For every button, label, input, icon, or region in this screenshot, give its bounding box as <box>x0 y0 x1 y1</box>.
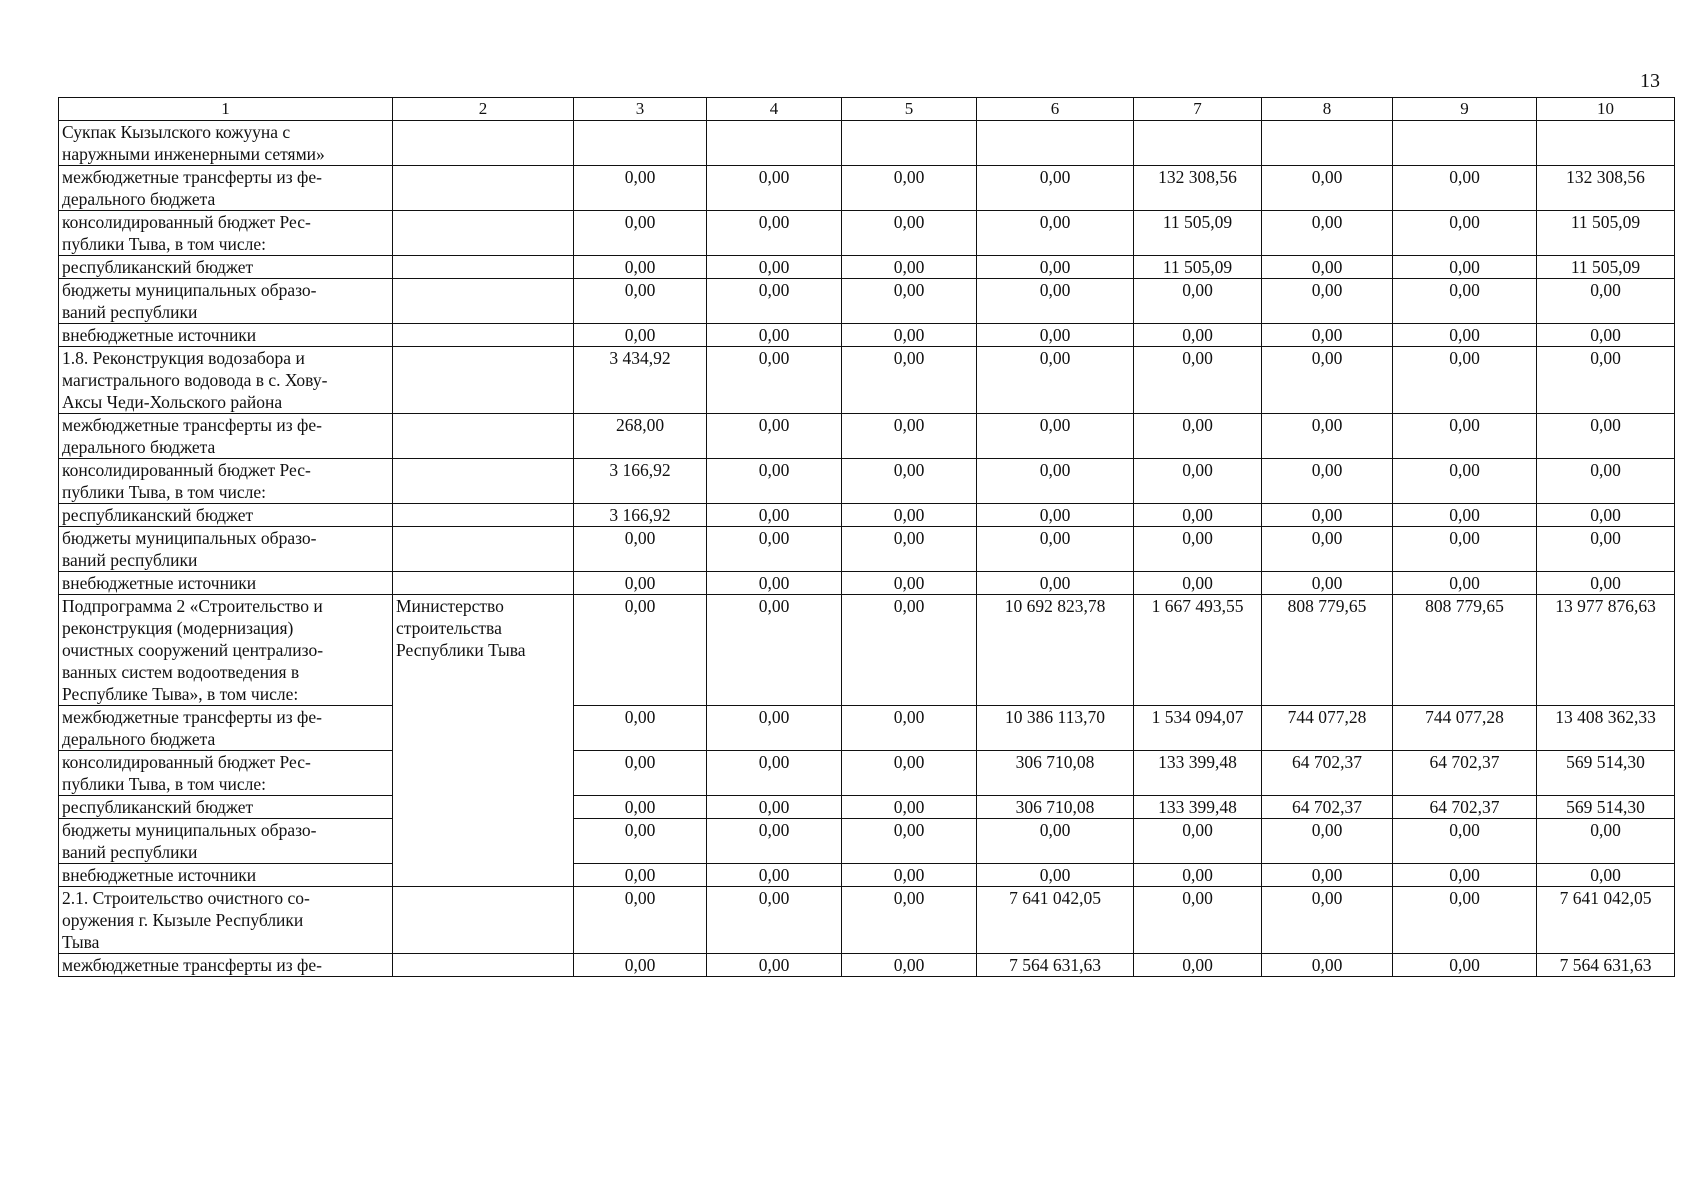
value-cell: 0,00 <box>574 279 707 324</box>
value-cell: 0,00 <box>842 527 977 572</box>
value-cell: 0,00 <box>707 256 842 279</box>
executor-cell <box>393 279 574 324</box>
row-label: консолидированный бюджет Рес- публики Тыва, в том числе: <box>59 459 393 504</box>
value-cell: 0,00 <box>707 796 842 819</box>
value-cell: 0,00 <box>1262 572 1393 595</box>
value-cell: 0,00 <box>842 459 977 504</box>
value-cell: 0,00 <box>1537 347 1675 414</box>
value-cell: 0,00 <box>707 706 842 751</box>
value-cell: 0,00 <box>574 166 707 211</box>
value-cell: 64 702,37 <box>1262 751 1393 796</box>
executor-cell <box>393 121 574 166</box>
table-row <box>59 572 1675 595</box>
value-cell: 0,00 <box>707 864 842 887</box>
executor-cell <box>393 166 574 211</box>
value-cell: 64 702,37 <box>1262 796 1393 819</box>
value-cell: 0,00 <box>977 527 1134 572</box>
value-cell <box>977 121 1134 166</box>
value-cell: 0,00 <box>977 166 1134 211</box>
column-header: 1 <box>59 98 393 121</box>
value-cell: 0,00 <box>842 954 977 977</box>
value-cell: 0,00 <box>1537 819 1675 864</box>
value-cell: 0,00 <box>1134 572 1262 595</box>
row-label: межбюджетные трансферты из фе- дерального бюджета <box>59 706 393 751</box>
value-cell: 0,00 <box>574 751 707 796</box>
executor-cell <box>393 459 574 504</box>
value-cell: 0,00 <box>707 166 842 211</box>
value-cell: 0,00 <box>842 751 977 796</box>
value-cell: 0,00 <box>842 504 977 527</box>
value-cell <box>1262 121 1393 166</box>
row-label: консолидированный бюджет Рес- публики Тыва, в том числе: <box>59 211 393 256</box>
value-cell: 0,00 <box>1393 572 1537 595</box>
value-cell: 7 564 631,63 <box>1537 954 1675 977</box>
value-cell: 0,00 <box>1393 324 1537 347</box>
executor-cell <box>393 324 574 347</box>
value-cell: 0,00 <box>842 324 977 347</box>
column-header: 6 <box>977 98 1134 121</box>
value-cell: 7 641 042,05 <box>1537 887 1675 954</box>
executor-cell <box>393 347 574 414</box>
value-cell: 3 434,92 <box>574 347 707 414</box>
value-cell: 306 710,08 <box>977 751 1134 796</box>
value-cell: 0,00 <box>1134 887 1262 954</box>
value-cell: 0,00 <box>1393 864 1537 887</box>
value-cell: 10 692 823,78 <box>977 595 1134 706</box>
value-cell: 0,00 <box>574 572 707 595</box>
value-cell: 0,00 <box>574 706 707 751</box>
value-cell: 0,00 <box>1393 256 1537 279</box>
value-cell: 1 667 493,55 <box>1134 595 1262 706</box>
value-cell: 0,00 <box>842 347 977 414</box>
value-cell: 0,00 <box>574 796 707 819</box>
value-cell <box>1134 121 1262 166</box>
value-cell: 0,00 <box>574 256 707 279</box>
value-cell: 306 710,08 <box>977 796 1134 819</box>
value-cell: 0,00 <box>1134 459 1262 504</box>
value-cell: 0,00 <box>707 324 842 347</box>
column-header: 8 <box>1262 98 1393 121</box>
header-row <box>59 98 1675 121</box>
value-cell: 0,00 <box>1262 954 1393 977</box>
column-header: 2 <box>393 98 574 121</box>
value-cell: 0,00 <box>842 595 977 706</box>
value-cell: 0,00 <box>707 279 842 324</box>
value-cell: 0,00 <box>1262 819 1393 864</box>
value-cell: 0,00 <box>1262 347 1393 414</box>
value-cell: 0,00 <box>1537 572 1675 595</box>
column-header: 7 <box>1134 98 1262 121</box>
value-cell: 569 514,30 <box>1537 796 1675 819</box>
value-cell: 0,00 <box>707 414 842 459</box>
row-label: внебюджетные источники <box>59 864 393 887</box>
row-label: Сукпак Кызылского кожууна с наружными инженерными сетями» <box>59 121 393 166</box>
value-cell: 1 534 094,07 <box>1134 706 1262 751</box>
value-cell: 0,00 <box>1393 459 1537 504</box>
row-label: республиканский бюджет <box>59 504 393 527</box>
table-row <box>59 954 1675 977</box>
value-cell: 0,00 <box>842 706 977 751</box>
page-number: 13 <box>1640 70 1660 92</box>
value-cell: 0,00 <box>1393 211 1537 256</box>
value-cell: 808 779,65 <box>1262 595 1393 706</box>
row-label: республиканский бюджет <box>59 256 393 279</box>
row-label: межбюджетные трансферты из фе- дерального бюджета <box>59 166 393 211</box>
executor-cell <box>393 954 574 977</box>
value-cell: 0,00 <box>1537 504 1675 527</box>
value-cell: 0,00 <box>707 572 842 595</box>
row-label: республиканский бюджет <box>59 796 393 819</box>
table-row <box>59 887 1675 954</box>
value-cell: 3 166,92 <box>574 504 707 527</box>
value-cell: 0,00 <box>1262 864 1393 887</box>
value-cell: 0,00 <box>1393 527 1537 572</box>
table-row <box>59 796 1675 819</box>
value-cell: 0,00 <box>574 887 707 954</box>
value-cell: 0,00 <box>1537 459 1675 504</box>
value-cell: 0,00 <box>1134 819 1262 864</box>
table-row <box>59 256 1675 279</box>
value-cell: 0,00 <box>1262 887 1393 954</box>
value-cell: 0,00 <box>977 211 1134 256</box>
table-row <box>59 459 1675 504</box>
value-cell: 0,00 <box>1262 166 1393 211</box>
column-header: 4 <box>707 98 842 121</box>
value-cell: 0,00 <box>977 347 1134 414</box>
value-cell: 11 505,09 <box>1537 211 1675 256</box>
value-cell: 64 702,37 <box>1393 751 1537 796</box>
executor-cell <box>393 527 574 572</box>
row-label: бюджеты муниципальных образо- ваний республики <box>59 279 393 324</box>
value-cell: 0,00 <box>842 796 977 819</box>
value-cell: 0,00 <box>1393 504 1537 527</box>
table-row <box>59 279 1675 324</box>
table-row <box>59 414 1675 459</box>
value-cell: 0,00 <box>574 527 707 572</box>
value-cell: 0,00 <box>1393 954 1537 977</box>
value-cell: 0,00 <box>977 324 1134 347</box>
value-cell: 0,00 <box>977 256 1134 279</box>
value-cell: 0,00 <box>707 819 842 864</box>
value-cell: 0,00 <box>977 572 1134 595</box>
value-cell: 0,00 <box>1134 954 1262 977</box>
table-row <box>59 211 1675 256</box>
row-label: 2.1. Строительство очистного со- оружения г. Кызыле Республики Тыва <box>59 887 393 954</box>
value-cell: 0,00 <box>1134 864 1262 887</box>
table-row <box>59 324 1675 347</box>
value-cell: 0,00 <box>1393 887 1537 954</box>
executor-cell <box>393 887 574 954</box>
value-cell: 0,00 <box>842 819 977 864</box>
value-cell: 0,00 <box>1537 864 1675 887</box>
table-row <box>59 504 1675 527</box>
value-cell: 11 505,09 <box>1134 211 1262 256</box>
value-cell: 0,00 <box>842 211 977 256</box>
value-cell: 0,00 <box>842 166 977 211</box>
column-header: 10 <box>1537 98 1675 121</box>
value-cell: 0,00 <box>574 819 707 864</box>
value-cell <box>1393 121 1537 166</box>
table-body <box>59 98 1675 977</box>
budget-table <box>58 97 1675 977</box>
row-label: внебюджетные источники <box>59 324 393 347</box>
value-cell: 10 386 113,70 <box>977 706 1134 751</box>
value-cell: 0,00 <box>707 595 842 706</box>
value-cell: 11 505,09 <box>1134 256 1262 279</box>
value-cell: 0,00 <box>574 324 707 347</box>
value-cell: 0,00 <box>707 527 842 572</box>
value-cell: 0,00 <box>1262 279 1393 324</box>
value-cell: 0,00 <box>574 211 707 256</box>
row-label: 1.8. Реконструкция водозабора и магистрального водовода в с. Хову- Аксы Чеди-Хольского района <box>59 347 393 414</box>
column-header: 5 <box>842 98 977 121</box>
value-cell: 7 641 042,05 <box>977 887 1134 954</box>
value-cell: 569 514,30 <box>1537 751 1675 796</box>
value-cell: 132 308,56 <box>1537 166 1675 211</box>
table-row <box>59 751 1675 796</box>
value-cell: 0,00 <box>977 864 1134 887</box>
value-cell: 0,00 <box>977 819 1134 864</box>
executor-cell: Министерство строительства Республики Тыва <box>393 595 574 887</box>
row-label: консолидированный бюджет Рес- публики Тыва, в том числе: <box>59 751 393 796</box>
value-cell: 11 505,09 <box>1537 256 1675 279</box>
table-row <box>59 819 1675 864</box>
value-cell: 0,00 <box>977 279 1134 324</box>
value-cell: 0,00 <box>842 864 977 887</box>
value-cell: 268,00 <box>574 414 707 459</box>
value-cell: 0,00 <box>1262 256 1393 279</box>
value-cell: 0,00 <box>1262 459 1393 504</box>
value-cell: 0,00 <box>1134 347 1262 414</box>
row-label: межбюджетные трансферты из фе- дерального бюджета <box>59 414 393 459</box>
value-cell <box>842 121 977 166</box>
value-cell: 0,00 <box>1393 279 1537 324</box>
value-cell: 0,00 <box>1134 504 1262 527</box>
value-cell: 0,00 <box>574 954 707 977</box>
value-cell: 0,00 <box>574 595 707 706</box>
executor-cell <box>393 211 574 256</box>
value-cell: 0,00 <box>707 347 842 414</box>
value-cell: 0,00 <box>707 211 842 256</box>
value-cell <box>707 121 842 166</box>
column-header: 3 <box>574 98 707 121</box>
value-cell: 13 977 876,63 <box>1537 595 1675 706</box>
value-cell: 3 166,92 <box>574 459 707 504</box>
value-cell: 744 077,28 <box>1393 706 1537 751</box>
table-row <box>59 864 1675 887</box>
value-cell: 0,00 <box>1537 279 1675 324</box>
value-cell: 0,00 <box>1393 347 1537 414</box>
value-cell: 7 564 631,63 <box>977 954 1134 977</box>
value-cell: 744 077,28 <box>1262 706 1393 751</box>
executor-cell <box>393 572 574 595</box>
value-cell: 0,00 <box>977 414 1134 459</box>
value-cell: 0,00 <box>842 887 977 954</box>
value-cell: 0,00 <box>842 279 977 324</box>
value-cell: 0,00 <box>977 504 1134 527</box>
table-row <box>59 595 1675 706</box>
value-cell: 0,00 <box>1537 324 1675 347</box>
value-cell: 0,00 <box>842 256 977 279</box>
value-cell: 0,00 <box>574 864 707 887</box>
value-cell: 0,00 <box>707 504 842 527</box>
value-cell <box>1537 121 1675 166</box>
table-row <box>59 121 1675 166</box>
value-cell: 808 779,65 <box>1393 595 1537 706</box>
value-cell: 13 408 362,33 <box>1537 706 1675 751</box>
value-cell: 133 399,48 <box>1134 796 1262 819</box>
table-row <box>59 706 1675 751</box>
value-cell: 0,00 <box>842 572 977 595</box>
value-cell: 0,00 <box>1393 414 1537 459</box>
executor-cell <box>393 504 574 527</box>
row-label: внебюджетные источники <box>59 572 393 595</box>
value-cell: 132 308,56 <box>1134 166 1262 211</box>
value-cell: 0,00 <box>1134 414 1262 459</box>
value-cell: 0,00 <box>1262 211 1393 256</box>
value-cell: 0,00 <box>707 459 842 504</box>
value-cell: 0,00 <box>707 751 842 796</box>
value-cell: 0,00 <box>1393 819 1537 864</box>
table-row <box>59 527 1675 572</box>
value-cell: 0,00 <box>707 954 842 977</box>
column-header: 9 <box>1393 98 1537 121</box>
value-cell: 0,00 <box>1262 504 1393 527</box>
value-cell: 0,00 <box>707 887 842 954</box>
value-cell: 0,00 <box>1537 414 1675 459</box>
value-cell: 0,00 <box>977 459 1134 504</box>
executor-cell <box>393 414 574 459</box>
value-cell: 0,00 <box>1134 279 1262 324</box>
value-cell: 0,00 <box>1262 527 1393 572</box>
value-cell: 0,00 <box>1134 527 1262 572</box>
row-label: межбюджетные трансферты из фе- <box>59 954 393 977</box>
value-cell: 0,00 <box>1537 527 1675 572</box>
value-cell: 0,00 <box>842 414 977 459</box>
value-cell: 133 399,48 <box>1134 751 1262 796</box>
value-cell <box>574 121 707 166</box>
value-cell: 0,00 <box>1262 324 1393 347</box>
row-label: бюджеты муниципальных образо- ваний республики <box>59 527 393 572</box>
row-label: бюджеты муниципальных образо- ваний республики <box>59 819 393 864</box>
value-cell: 0,00 <box>1134 324 1262 347</box>
executor-cell <box>393 256 574 279</box>
value-cell: 0,00 <box>1393 166 1537 211</box>
table-row <box>59 347 1675 414</box>
value-cell: 0,00 <box>1262 414 1393 459</box>
value-cell: 64 702,37 <box>1393 796 1537 819</box>
table-row <box>59 166 1675 211</box>
row-label: Подпрограмма 2 «Строительство и реконструкция (модернизация) очистных сооружений централизо- ванных систем водоотведения в Республике Тыва», в том числе: <box>59 595 393 706</box>
